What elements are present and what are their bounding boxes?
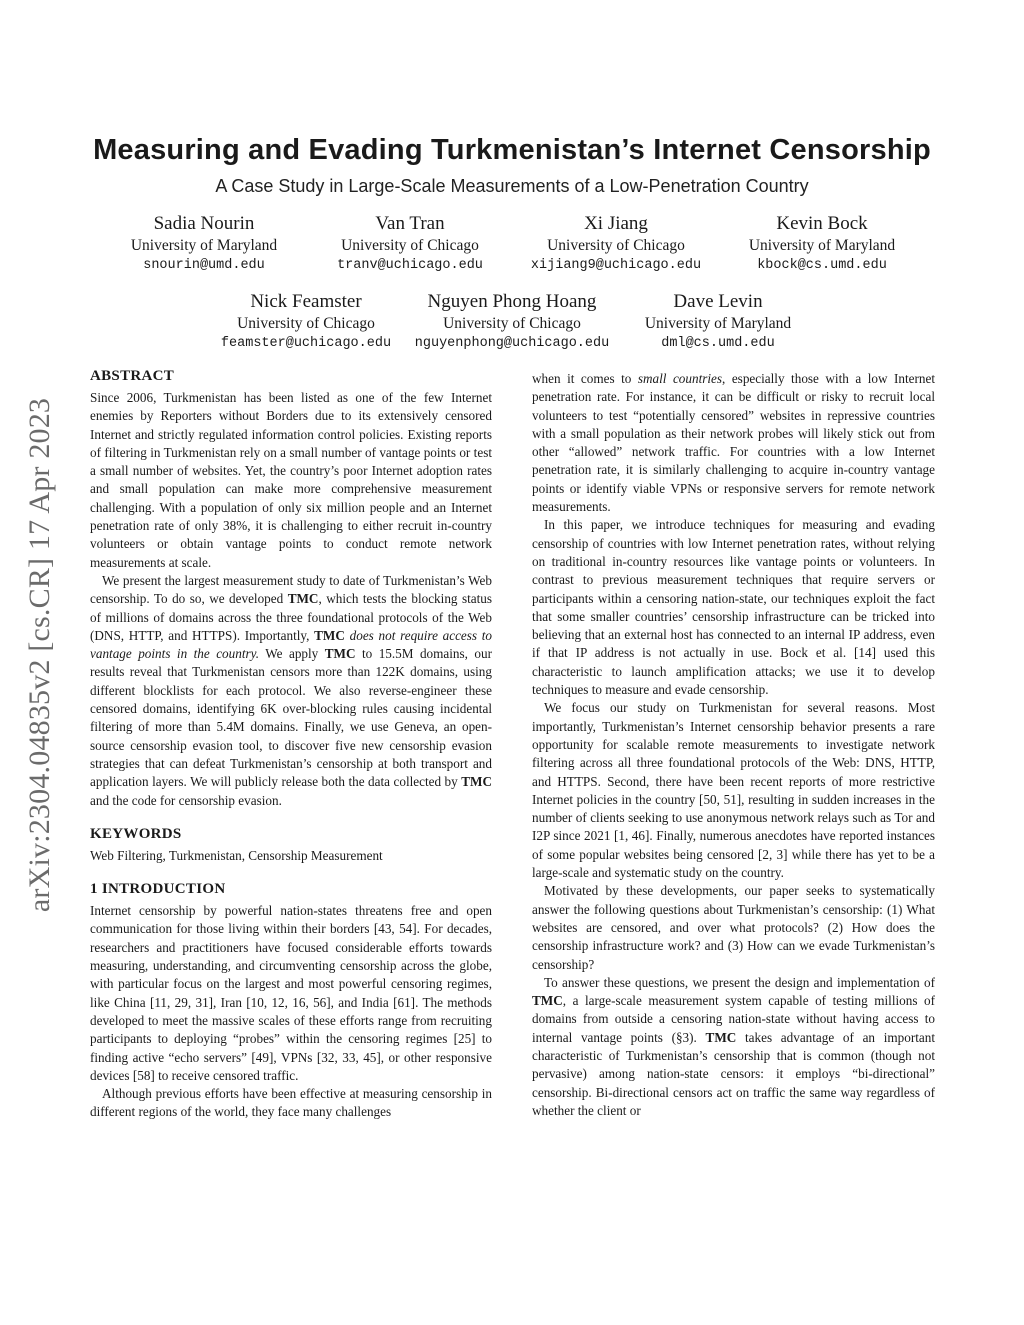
text-run: , especially those with a low Internet penetration rate. For instance, it can be difficult or risky to recruit local volunteers to test “potentially censored” websites in repressive countries with a small population as their network probes will likely stick out from other “allowed” network traffic. For countries with a low Internet penetration rate, it is similarly challenging to acquire in-country vantage points or identify viable VPNs or responsive servers for remote network measurements. (532, 371, 935, 515)
author-block (603, 291, 833, 354)
tmc-name: TMC (705, 1029, 737, 1045)
tmc-name: TMC (287, 591, 319, 607)
intro-paragraph-2: Although previous efforts have been effective at measuring censorship in different regions of the world, they face many challenges (90, 1086, 492, 1120)
author-email: tranv@uchicago.edu (337, 258, 483, 273)
arxiv-sidebar-identifier (0, 355, 80, 955)
author-name: Nick Feamster (250, 291, 362, 312)
author-affiliation: University of Chicago (341, 237, 479, 254)
author-name: Dave Levin (673, 291, 763, 312)
keywords-heading: KEYWORDS (90, 825, 182, 842)
text-run: To answer these questions, we present the design and implementation of (544, 974, 935, 990)
arxiv-id-text: arXiv:2304.04835v2 [cs.CR] 17 Apr 2023 (23, 397, 56, 913)
author-affiliation: University of Chicago (443, 315, 581, 332)
tmc-name: TMC (324, 646, 356, 662)
text-run: when it comes to (532, 371, 638, 386)
abstract-paragraph-1: Since 2006, Turkmenistan has been listed as one of the few Internet enemies by Reporters without Borders due to its extensively censored Internet and strictly regulated information control policies. Existing reports of filtering in Turkmenistan rely on a small number of vantage points or test a small number of websites. Yet, the country’s poor Internet adoption rates and small population can make more comprehensive measurement challenging. With a population of only six million people and an Internet penetration rate of only 38%, it is challenging to either recruit in-country volunteers or obtain vantage points to conduct remote network measurements at scale. (90, 390, 492, 570)
intro-heading: 1 INTRODUCTION (90, 881, 226, 898)
author-email: snourin@umd.edu (143, 258, 265, 273)
author-email: nguyenphong@uchicago.edu (414, 336, 610, 351)
keywords-text: Web Filtering, Turkmenistan, Censorship Measurement (90, 847, 383, 863)
author-name: Kevin Bock (776, 213, 868, 234)
author-name: Sadia Nourin (153, 213, 255, 234)
paper-subtitle: A Case Study in Large-Scale Measurements of a Low-Penetration Country (215, 176, 809, 196)
text-run: to 15.5M domains, our results reveal that Turkmenistan censors more than 122K domains, using different blocklists for each protocol. We also reverse-engineer these censored domains, identifying 6K over-blocking rules causing incidental filtering of more than 5.4M domains. Finally, we use Geneva, an open-source censorship evasion tool, to discover five new censorship evasion strategies that can defeat Turkmenistan’s censorship at both transport and application layers. We will publicly release both the data collected by (90, 646, 492, 790)
italic-run: does not require access to vantage points in the country. (90, 627, 493, 662)
author-affiliation: University of Maryland (130, 237, 278, 254)
intro-paragraph-1: Internet censorship by powerful nation-states threatens free and open communication for those living within their borders [43, 54]. For decades, researchers and practitioners have focused considerable efforts towards measuring, understanding, and circumventing censorship across the globe, with particular focus on the largest and most powerful censoring regimes, like China [11, 29, 31], Iran [10, 12, 16, 56], and India [61]. The methods developed to meet the massive scales of these efforts range from recruiting participants to deploying “probes” within the censoring regimes [25] to finding active “echo servers” [49], VPNs [32, 33, 45], or other responsive devices [58] to receive censored traffic. (90, 903, 492, 1083)
text-run: and the code for censorship evasion. (90, 792, 282, 808)
text-run: , a large-scale measurement system capable of testing millions of domains from outside a censoring nation-state without having access to internal vantage points (§3). (532, 993, 935, 1045)
tmc-name: TMC (532, 993, 563, 1009)
author-block (707, 213, 937, 276)
right-paragraph-4 (532, 974, 935, 1120)
author-affiliation: University of Maryland (748, 237, 896, 254)
left-column (90, 366, 492, 1122)
paper-title: Measuring and Evading Turkmenistan’s Internet Censorship (93, 134, 931, 166)
text-run: We present the largest measurement study to date of Turkmenistan’s Web censorship. To do so, we developed (90, 572, 492, 607)
author-name: Van Tran (375, 213, 445, 234)
text-run: We apply (259, 646, 325, 662)
abstract-heading: ABSTRACT (90, 368, 175, 384)
author-affiliation: University of Chicago (547, 237, 685, 254)
tmc-name: TMC (461, 774, 492, 790)
author-email: xijiang9@uchicago.edu (530, 258, 702, 273)
text-run: takes advantage of an important characteristic of Turkmenistan’s censorship that is common (though not pervasive) among nation-state censors: it employs “bi-directional” censorship. Bi-directional censors act on traffic the same way regardless of whether the client or (532, 1029, 935, 1118)
author-email: feamster@uchicago.edu (220, 336, 392, 351)
author-block (89, 213, 319, 276)
author-affiliation: University of Maryland (644, 315, 792, 332)
abstract-paragraph-2 (90, 572, 492, 810)
author-block (501, 213, 731, 276)
author-email: dml@cs.umd.edu (661, 336, 775, 351)
author-name: Xi Jiang (584, 213, 648, 234)
right-paragraph-1: In this paper, we introduce techniques for measuring and evading censorship of countries with low Internet penetration rates, without relying on traditional in-country resources like vantage points or volunteers. In contrast to previous measurement techniques that require servers or participants within a censoring nation-state, our techniques exploit the fact that some smaller countries’ censorship infrastructure can be tricked into believing that an external host has connected to an internal IP address, even if that IP address is not actually in use. Bock et al. [14] used this characteristic to launch amplification attacks; we use it to develop techniques to measure and evade censorship. (532, 517, 935, 698)
author-email: kbock@cs.umd.edu (757, 258, 887, 273)
tmc-name: TMC (314, 627, 345, 643)
author-block (397, 291, 627, 354)
author-block (295, 213, 525, 276)
author-block (191, 291, 421, 354)
right-paragraph-3: Motivated by these developments, our paper seeks to systematically answer the following questions about Turkmenistan’s censorship: (1) What websites are censored, and over what protocols? (2) How does the censorship infrastructure work? and (3) How can we evade Turkmenistan’s censorship? (532, 883, 935, 972)
text-run: , which tests the blocking status of millions of domains across the three foundational protocols of the Web (DNS, HTTP, and HTTPS). Importantly, (90, 591, 492, 643)
author-name: Nguyen Phong Hoang (427, 291, 597, 312)
author-affiliation: University of Chicago (237, 315, 375, 332)
right-paragraph-2: We focus our study on Turkmenistan for several reasons. Most importantly, Turkmenistan’s Internet censorship behavior presents a rare opportunity for scalable remote measurements to investigate network filtering across all three foundational protocols of the Web: DNS, HTTP, and HTTPS. Second, there have been recent reports of more restrictive Internet policies in the country [50, 51], resulting in sudden increases in the number of clients seeking to use anonymous network relays such as Tor and I2P since 2021 [1, 46]. Finally, numerous anecdotes have reported instances of some popular websites being censored [2, 3] while there has yet to be a large-scale and systematic study on the country. (532, 700, 935, 881)
right-paragraph-0 (532, 370, 935, 516)
right-column (532, 370, 935, 1120)
italic-run: small countries (637, 371, 723, 386)
